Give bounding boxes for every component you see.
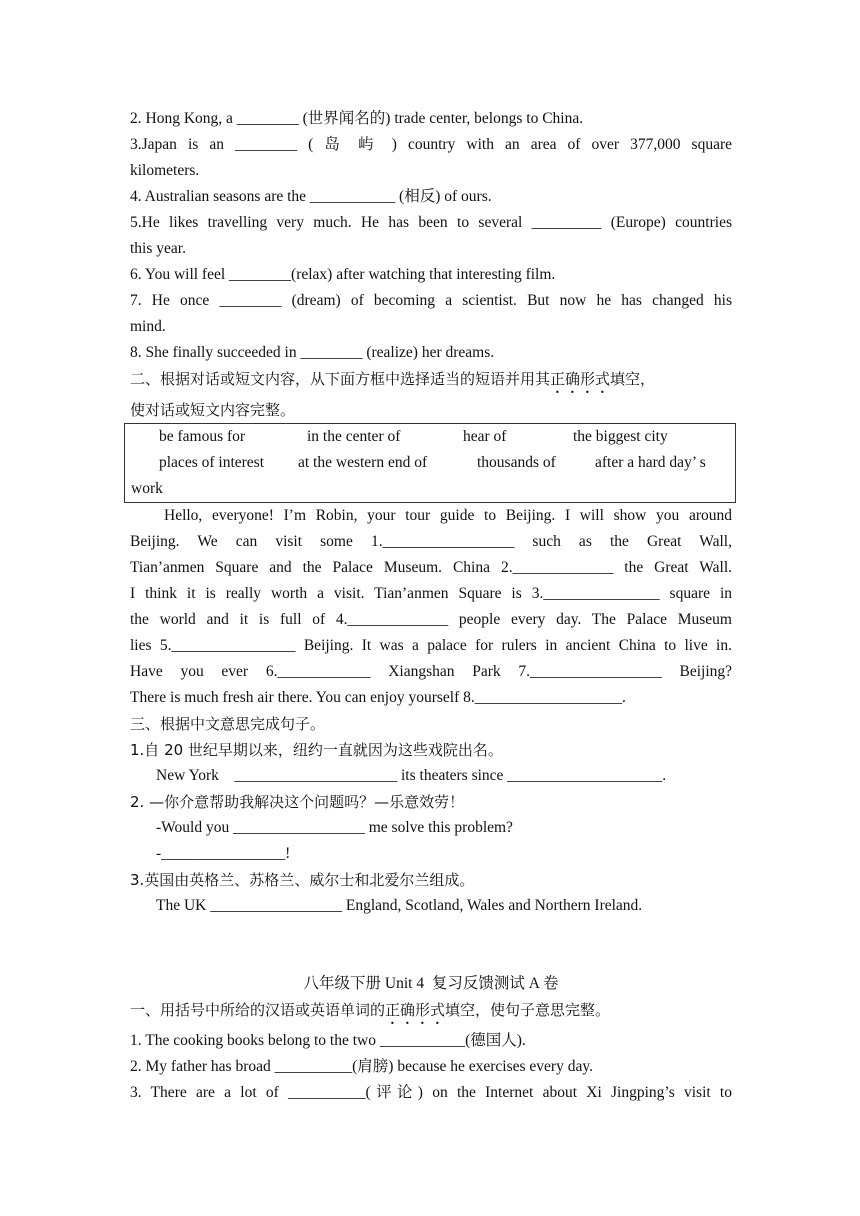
phrase-box <box>124 423 736 503</box>
question-3-line-2: kilometers. <box>130 162 200 179</box>
test-section-1-heading-text-end: 填空，使句子意思完整。 <box>445 1001 611 1019</box>
phrase-places-of-interest: places of interest <box>159 454 265 471</box>
test-section-1-heading-text: 一、用括号中所给的汉语或英语单词的 <box>130 1001 386 1019</box>
section-2-heading-text-end: 填空， <box>610 370 656 388</box>
test-section-1-heading-emphasis: 正确形式 <box>385 1001 446 1019</box>
phrase-hear-of: hear of <box>463 428 507 445</box>
test-question-3: 3. There are a lot of __________(评论) on the Internet about Xi Jingping’s visit to <box>130 1084 732 1101</box>
phrase-box-row-3: work <box>131 480 163 497</box>
test-question-2: 2. My father has broad __________(肩膀) because he exercises every day. <box>130 1058 593 1075</box>
passage-line-1: Hello, everyone! I’m Robin, your tour guide to Beijing. I will show you around <box>164 507 732 524</box>
question-7-line-1: 7. He once ________ (dream) of becoming a scientist. But now he has changed his <box>130 292 732 309</box>
phrase-the-biggest-city: the biggest city <box>573 428 668 445</box>
passage-line-8: There is much fresh air there. You can enjoy yourself 8.___________________. <box>130 689 626 706</box>
section-2-heading <box>130 366 732 397</box>
section-2-heading-emphasis: 正确形式 <box>550 370 611 388</box>
sentence-2-chinese: 2. —你介意帮助我解决这个问题吗？—乐意效劳！ <box>130 793 465 811</box>
question-6: 6. You will feel ________(relax) after watching that interesting film. <box>130 266 556 283</box>
worksheet-page <box>130 106 732 1106</box>
passage-line-3: Tian’anmen Square and the Palace Museum. China 2._____________ the Great Wall. <box>130 559 732 576</box>
section-2-heading-text: 二、根据对话或短文内容，从下面方框中选择适当的短语并用其 <box>130 370 551 388</box>
passage-line-7: Have you ever 6.____________ Xiangshan Park 7._________________ Beijing? <box>130 663 732 680</box>
passage-line-2: Beijing. We can visit some 1._________________ such as the Great Wall, <box>130 533 732 550</box>
question-3-line-1: 3.Japan is an ________ ( 岛 屿 ) country with an area of over 377,000 square <box>130 136 732 153</box>
phrase-in-the-center-of: in the center of <box>307 428 401 445</box>
sentence-3-english: The UK _________________ England, Scotland, Wales and Northern Ireland. <box>156 897 643 914</box>
sentence-2-english-b: -________________! <box>156 845 291 862</box>
passage-line-4: I think it is really worth a visit. Tian’anmen Square is 3._______________ square in <box>130 585 732 602</box>
sentence-1-english: New York _____________________ its theaters since ____________________. <box>156 767 667 784</box>
passage-line-5: the world and it is full of 4._____________ people every day. The Palace Museum <box>130 611 732 628</box>
question-2: 2. Hong Kong, a ________ (世界闻名的) trade center, belongs to China. <box>130 110 584 127</box>
test-title: 八年级下册 Unit 4 复习反馈测试 A 卷 <box>303 975 559 992</box>
sentence-2-english-a: -Would you _________________ me solve this problem? <box>156 819 513 836</box>
test-section-1-heading <box>130 997 732 1028</box>
phrase-after-a-hard-day: after a hard day’ s <box>595 454 706 471</box>
question-7-line-2: mind. <box>130 318 166 335</box>
question-8: 8. She finally succeeded in ________ (realize) her dreams. <box>130 344 495 361</box>
phrase-at-the-western-end-of: at the western end of <box>298 454 428 471</box>
question-5-line-2: this year. <box>130 240 186 257</box>
test-question-1: 1. The cooking books belong to the two ___________(德国人). <box>130 1032 526 1049</box>
section-3-heading: 三、根据中文意思完成句子。 <box>130 715 326 733</box>
sentence-1-chinese: 1.自 20 世纪早期以来，纽约一直就因为这些戏院出名。 <box>130 741 503 759</box>
passage-line-6: lies 5.________________ Beijing. It was a palace for rulers in ancient China to live in. <box>130 637 732 654</box>
phrase-thousands-of: thousands of <box>477 454 556 471</box>
question-5-line-1: 5.He likes travelling very much. He has been to several _________ (Europe) countries <box>130 214 732 231</box>
phrase-be-famous-for: be famous for <box>159 428 246 445</box>
sentence-3-chinese: 3.英国由英格兰、苏格兰、威尔士和北爱尔兰组成。 <box>130 871 475 889</box>
question-4: 4. Australian seasons are the ___________ (相反) of ours. <box>130 188 492 205</box>
section-2-heading-line-2: 使对话或短文内容完整。 <box>130 401 296 419</box>
phrase-box-row-2 <box>131 450 729 476</box>
phrase-box-row-1 <box>131 424 729 450</box>
